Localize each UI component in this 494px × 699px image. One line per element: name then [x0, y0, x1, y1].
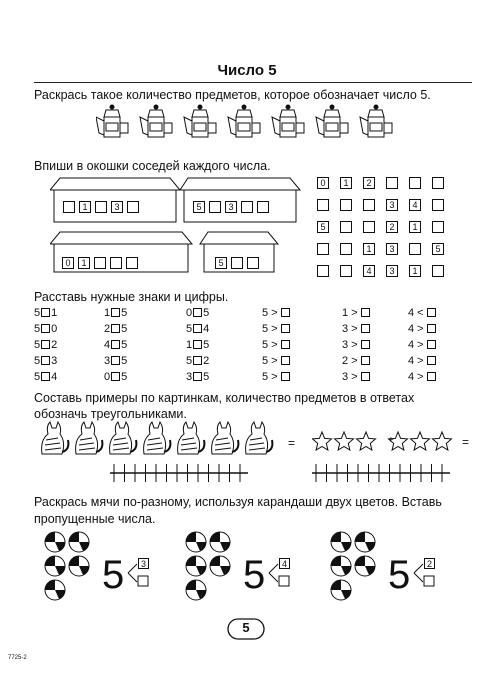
house-cell[interactable] — [94, 257, 106, 269]
number-box[interactable] — [361, 324, 370, 333]
task4-instruction-line2: обозначь треугольниками. — [34, 407, 187, 421]
grid-cell[interactable]: 0 — [317, 177, 329, 189]
task4-instruction-line1: Составь примеры по картинкам, количество предметов в ответах — [34, 391, 415, 405]
page-title: Число 5 — [217, 62, 277, 79]
house-cell[interactable]: 5 — [193, 201, 205, 213]
compare-expression — [104, 323, 127, 335]
number-box[interactable] — [361, 340, 370, 349]
ball-icon[interactable] — [69, 556, 89, 576]
operand: 5 — [121, 323, 128, 335]
cat-icon — [212, 422, 239, 454]
operand: 0 — [51, 323, 58, 335]
grid-cell[interactable]: 1 — [363, 243, 375, 255]
sign-box[interactable] — [193, 308, 202, 317]
compare-expression — [186, 371, 209, 383]
cat-icon — [110, 422, 137, 454]
grid-cell[interactable]: 1 — [409, 265, 421, 277]
star-icon — [335, 432, 354, 450]
missing-number-box[interactable] — [138, 576, 148, 586]
compare-expression — [104, 371, 127, 383]
grid-cell[interactable] — [432, 177, 444, 189]
cat-icon — [246, 422, 273, 454]
operand: 3 > — [342, 371, 358, 383]
star-icon — [411, 432, 430, 450]
coffee-pot[interactable] — [184, 105, 216, 138]
compare-expression — [34, 371, 57, 383]
cat-icon — [76, 422, 103, 454]
answer-line-left[interactable] — [110, 462, 250, 484]
number-box[interactable] — [427, 356, 436, 365]
grid-cell[interactable] — [317, 199, 329, 211]
coffee-pots[interactable] — [96, 103, 406, 151]
ball-icon[interactable] — [45, 580, 65, 600]
grid-cell[interactable] — [317, 265, 329, 277]
grid-cell[interactable]: 3 — [386, 199, 398, 211]
number-box[interactable] — [361, 372, 370, 381]
operand: 2 — [51, 339, 58, 351]
number-box[interactable] — [427, 324, 436, 333]
compare-expression — [262, 371, 291, 383]
ball-icon[interactable] — [45, 532, 65, 552]
operand: 3 — [51, 355, 58, 367]
coffee-pot[interactable] — [272, 105, 304, 138]
grid-cell[interactable] — [340, 243, 352, 255]
house-cell[interactable]: 1 — [79, 201, 91, 213]
sign-box[interactable] — [41, 356, 50, 365]
operand: 5 — [186, 323, 193, 335]
compare-expression — [262, 355, 291, 367]
operand: 3 > — [342, 339, 358, 351]
sign-box[interactable] — [111, 324, 120, 333]
answer-line-right[interactable] — [312, 462, 452, 484]
ball-icon[interactable] — [331, 532, 351, 552]
operand: 4 < — [408, 307, 424, 319]
compare-expression — [408, 355, 437, 367]
grid-cell[interactable]: 5 — [317, 221, 329, 233]
house-cell[interactable] — [209, 201, 221, 213]
compare-expression — [408, 371, 437, 383]
operand: 5 — [34, 323, 41, 335]
house-cell[interactable]: 5 — [215, 257, 227, 269]
grid-cell[interactable] — [340, 221, 352, 233]
house-cell[interactable] — [110, 257, 122, 269]
grid-cell[interactable] — [432, 265, 444, 277]
compare-expression — [34, 323, 57, 335]
house-cell[interactable] — [257, 201, 269, 213]
ball-icon[interactable] — [186, 532, 206, 552]
operand: 5 — [121, 307, 128, 319]
number-box[interactable] — [427, 340, 436, 349]
grid-cell[interactable]: 2 — [386, 221, 398, 233]
ball-icon[interactable] — [186, 580, 206, 600]
sign-box[interactable] — [193, 356, 202, 365]
house-cell[interactable] — [126, 257, 138, 269]
compare-expression — [342, 339, 371, 351]
grid-cell[interactable] — [432, 199, 444, 211]
operand: 5 > — [262, 355, 278, 367]
sign-box[interactable] — [111, 356, 120, 365]
operand: 1 — [51, 307, 58, 319]
missing-number-box[interactable] — [279, 576, 289, 586]
compare-expression — [342, 323, 371, 335]
grid-cell[interactable]: 4 — [409, 199, 421, 211]
coffee-pot[interactable] — [140, 105, 172, 138]
compare-expression — [34, 307, 57, 319]
compare-expression — [186, 339, 209, 351]
star-icon — [433, 432, 452, 450]
sign-box[interactable] — [41, 340, 50, 349]
operand: 5 > — [262, 307, 278, 319]
number-box[interactable] — [361, 356, 370, 365]
compare-expression — [408, 339, 437, 351]
house-cell[interactable] — [241, 201, 253, 213]
cat-icon — [178, 422, 205, 454]
sign-box[interactable] — [41, 324, 50, 333]
operand: 5 — [34, 339, 41, 351]
coffee-pot[interactable] — [360, 105, 392, 138]
ball-icon[interactable] — [355, 556, 375, 576]
sign-box[interactable] — [193, 340, 202, 349]
house-cell[interactable] — [95, 201, 107, 213]
cats-picture — [38, 420, 288, 460]
operand: 4 > — [408, 355, 424, 367]
operand: 0 — [186, 307, 193, 319]
sign-box[interactable] — [111, 372, 120, 381]
missing-number-box[interactable] — [424, 576, 434, 586]
operand: 1 — [104, 307, 111, 319]
operand: 5 — [186, 355, 193, 367]
house-cell[interactable]: 3 — [111, 201, 123, 213]
operand: 5 — [121, 355, 128, 367]
ball-icon[interactable] — [45, 556, 65, 576]
operand: 5 — [203, 339, 210, 351]
sign-box[interactable] — [111, 308, 120, 317]
ball-icon[interactable] — [355, 532, 375, 552]
operand: 3 — [186, 371, 193, 383]
grid-cell[interactable] — [386, 177, 398, 189]
number-box[interactable] — [281, 372, 290, 381]
footer-code: 7725-2 — [8, 655, 27, 661]
coffee-pot[interactable] — [228, 105, 260, 138]
grid-cell[interactable]: 2 — [363, 177, 375, 189]
sign-box[interactable] — [193, 372, 202, 381]
operand: 3 > — [342, 323, 358, 335]
stars-plus: + — [388, 435, 394, 446]
operand: 2 > — [342, 355, 358, 367]
stars-equals: = — [462, 435, 470, 449]
house-cell[interactable] — [127, 201, 139, 213]
grid-cell[interactable]: 1 — [340, 177, 352, 189]
balls-group — [44, 530, 94, 610]
operand: 2 — [104, 323, 111, 335]
compare-expression — [262, 323, 291, 335]
coffee-pot[interactable] — [316, 105, 348, 138]
house-cell[interactable] — [63, 201, 75, 213]
compare-expression — [342, 307, 371, 319]
balls-group — [330, 530, 380, 610]
cat-icon — [42, 422, 69, 454]
task3-instruction: Расставь нужные знаки и цифры. — [34, 290, 229, 304]
grid-cell[interactable] — [340, 199, 352, 211]
house-cell[interactable]: 1 — [78, 257, 90, 269]
big-number: 5 — [243, 553, 266, 597]
compare-expression — [342, 355, 371, 367]
operand: 4 — [104, 339, 111, 351]
compare-expression — [104, 339, 127, 351]
compare-expression — [342, 371, 371, 383]
big-number: 5 — [102, 553, 125, 597]
ball-icon[interactable] — [331, 580, 351, 600]
grid-cell[interactable] — [363, 199, 375, 211]
ball-icon[interactable] — [186, 556, 206, 576]
operand: 5 — [121, 371, 128, 383]
operand: 5 > — [262, 323, 278, 335]
sign-box[interactable] — [41, 372, 50, 381]
house-cell[interactable]: 0 — [62, 257, 74, 269]
grid-cell[interactable] — [432, 221, 444, 233]
operand: 5 — [34, 355, 41, 367]
sign-box[interactable] — [41, 308, 50, 317]
operand: 4 > — [408, 371, 424, 383]
house-cell[interactable] — [231, 257, 243, 269]
number-box[interactable] — [427, 308, 436, 317]
grid-cell[interactable]: 5 — [432, 243, 444, 255]
title-rule — [34, 82, 472, 83]
part-number: 2 — [424, 558, 435, 569]
operand: 5 — [203, 307, 210, 319]
big-number: 5 — [388, 553, 411, 597]
cats-equals: = — [288, 436, 296, 450]
operand: 5 — [121, 339, 128, 351]
cat-icon — [144, 422, 171, 454]
compare-expression — [186, 355, 209, 367]
number-box[interactable] — [281, 340, 290, 349]
ball-icon[interactable] — [210, 556, 230, 576]
compare-expression — [186, 307, 209, 319]
house-cell[interactable] — [247, 257, 259, 269]
operand: 0 — [104, 371, 111, 383]
operand: 1 — [186, 339, 193, 351]
ball-icon[interactable] — [210, 532, 230, 552]
task5-instruction-line1: Раскрась мячи по-разному, используя карандаши двух цветов. Вставь — [34, 495, 442, 509]
part-number: 4 — [279, 558, 290, 569]
compare-expression — [104, 355, 127, 367]
coffee-pot[interactable] — [96, 105, 128, 138]
grid-cell[interactable] — [363, 221, 375, 233]
task1-instruction: Раскрась такое количество предметов, которое обозначает число 5. — [34, 88, 431, 102]
compare-expression — [408, 323, 437, 335]
compare-expression — [262, 307, 291, 319]
operand: 5 > — [262, 339, 278, 351]
number-box[interactable] — [281, 308, 290, 317]
grid-cell[interactable]: 1 — [409, 221, 421, 233]
sign-box[interactable] — [111, 340, 120, 349]
part-number: 3 — [138, 558, 149, 569]
number-box[interactable] — [361, 308, 370, 317]
operand: 4 > — [408, 323, 424, 335]
task5-instruction-line2: пропущенные числа. — [34, 512, 156, 526]
number-box[interactable] — [281, 324, 290, 333]
task2-instruction: Впиши в окошки соседей каждого числа. — [34, 159, 271, 173]
sign-box[interactable] — [193, 324, 202, 333]
operand: 4 > — [408, 339, 424, 351]
number-box[interactable] — [427, 372, 436, 381]
grid-cell[interactable] — [317, 243, 329, 255]
grid-cell[interactable]: 3 — [386, 243, 398, 255]
operand: 3 — [104, 355, 111, 367]
operand: 4 — [203, 323, 210, 335]
star-icon — [313, 432, 332, 450]
grid-cell[interactable] — [409, 243, 421, 255]
compare-expression — [408, 307, 437, 319]
number-box[interactable] — [281, 356, 290, 365]
grid-cell[interactable]: 3 — [386, 265, 398, 277]
grid-cell[interactable] — [409, 177, 421, 189]
operand: 5 — [34, 307, 41, 319]
operand: 1 > — [342, 307, 358, 319]
compare-expression — [186, 323, 209, 335]
operand: 5 > — [262, 371, 278, 383]
compare-expression — [34, 339, 57, 351]
ball-icon[interactable] — [331, 556, 351, 576]
operand: 2 — [203, 355, 210, 367]
grid-cell[interactable] — [340, 265, 352, 277]
page-number: 5 — [242, 620, 250, 635]
house-cell[interactable]: 3 — [225, 201, 237, 213]
operand: 5 — [34, 371, 41, 383]
operand: 4 — [51, 371, 58, 383]
grid-cell[interactable]: 4 — [363, 265, 375, 277]
compare-expression — [262, 339, 291, 351]
compare-expression — [34, 355, 57, 367]
balls-group — [185, 530, 235, 610]
ball-icon[interactable] — [69, 532, 89, 552]
star-icon — [357, 432, 376, 450]
compare-expression — [104, 307, 127, 319]
operand: 5 — [203, 371, 210, 383]
